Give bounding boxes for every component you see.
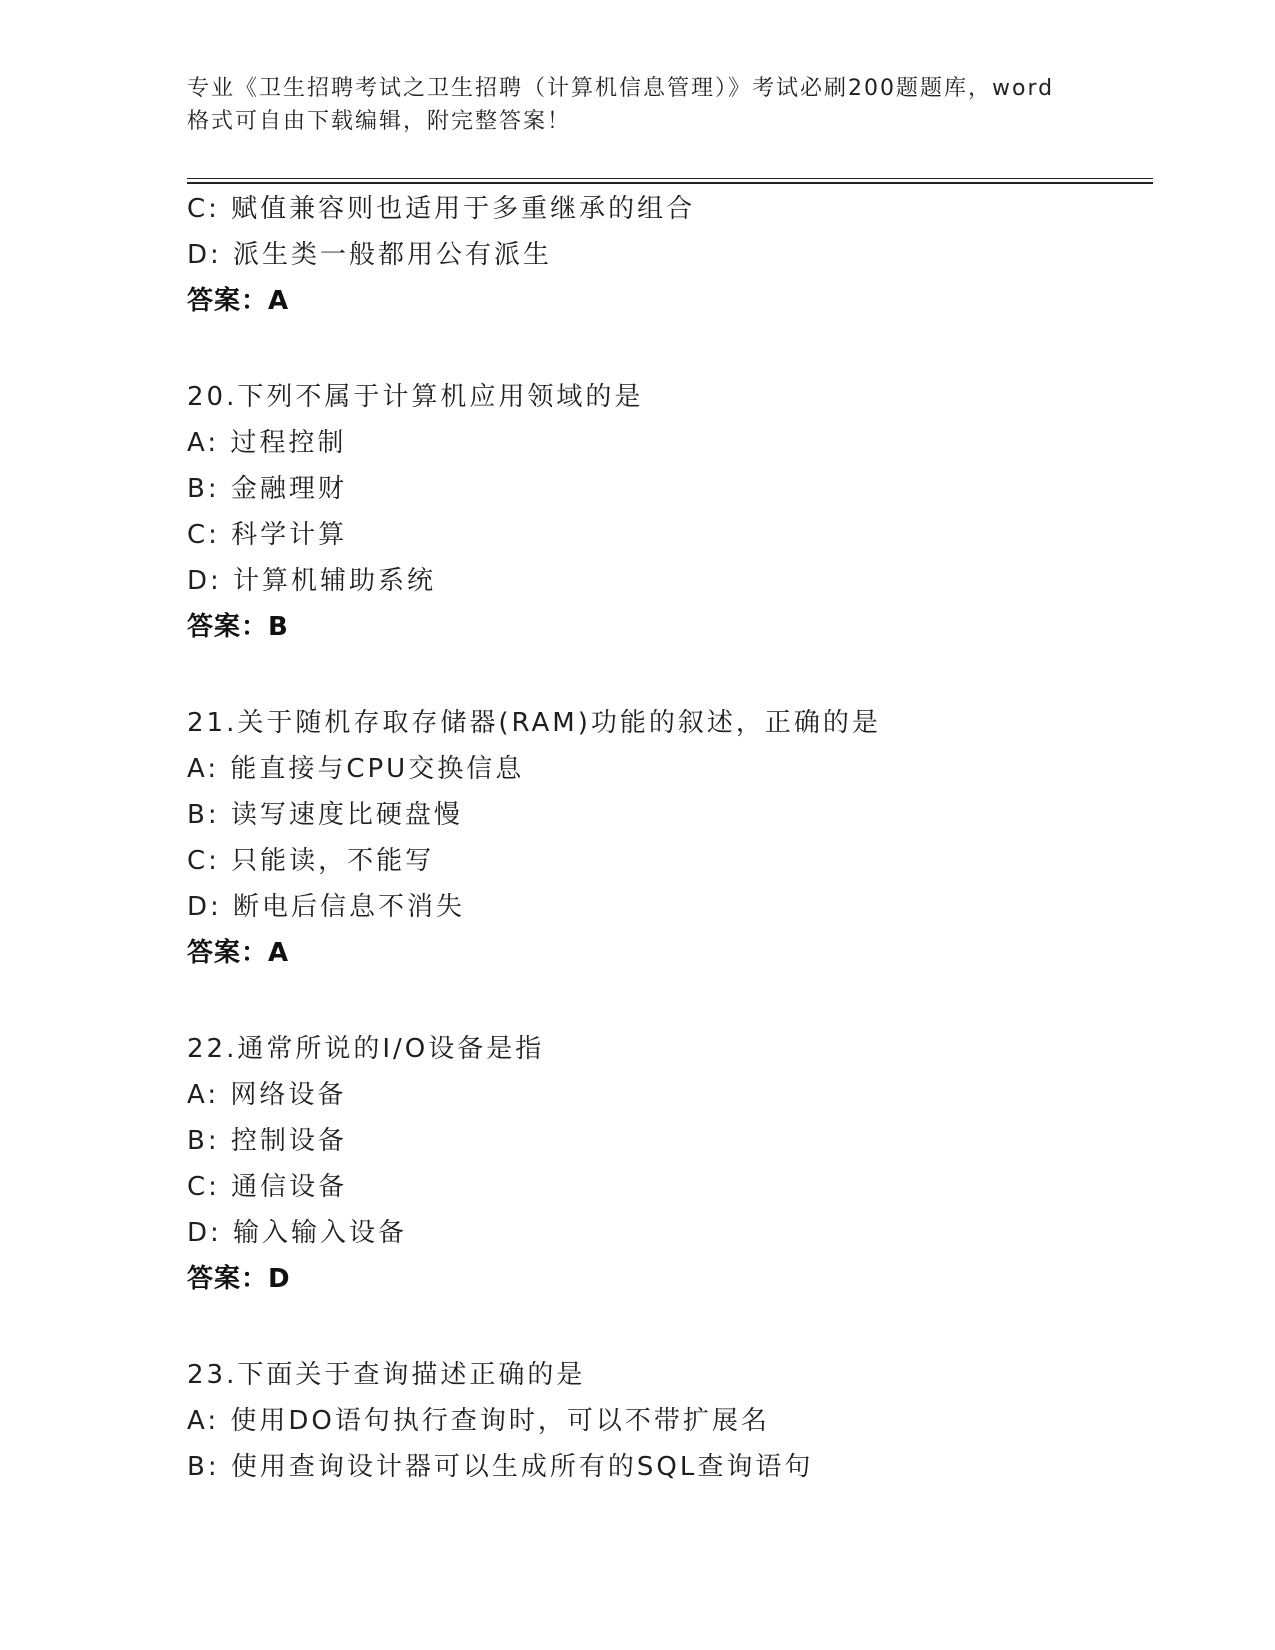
option-d: D: 输入输入设备 — [187, 1218, 408, 1248]
option-d: D: 计算机辅助系统 — [187, 566, 437, 596]
question-22 — [187, 1026, 1147, 1302]
question-list — [187, 186, 1147, 1490]
option-a: A: 网络设备 — [187, 1080, 347, 1110]
option-c: C: 通信设备 — [187, 1172, 348, 1202]
header-title-line-2: 格式可自由下载编辑，附完整答案！ — [187, 109, 572, 134]
option-a: A: 使用DO语句执行查询时，可以不带扩展名 — [187, 1406, 770, 1436]
question-stem: 23.下面关于查询描述正确的是 — [187, 1360, 586, 1390]
document-header — [187, 72, 1087, 138]
option-a: A: 能直接与CPU交换信息 — [187, 754, 525, 784]
question-20 — [187, 374, 1147, 650]
option-c: C: 只能读，不能写 — [187, 846, 435, 876]
option-b: B: 控制设备 — [187, 1126, 347, 1156]
option-d: D: 派生类一般都用公有派生 — [187, 240, 553, 270]
option-c: C: 赋值兼容则也适用于多重继承的组合 — [187, 194, 696, 224]
answer-line: 答案：A — [187, 938, 290, 968]
answer-line: 答案：B — [187, 612, 289, 642]
option-b: B: 金融理财 — [187, 474, 347, 504]
question-21 — [187, 700, 1147, 976]
question-19-continued — [187, 186, 1147, 324]
header-divider-thick — [187, 182, 1153, 184]
header-divider-thin — [187, 178, 1153, 179]
option-b: B: 读写速度比硬盘慢 — [187, 800, 463, 830]
option-c: C: 科学计算 — [187, 520, 348, 550]
question-stem: 21.关于随机存取存储器(RAM)功能的叙述，正确的是 — [187, 708, 881, 738]
option-a: A: 过程控制 — [187, 428, 347, 458]
option-b: B: 使用查询设计器可以生成所有的SQL查询语句 — [187, 1452, 814, 1482]
answer-line: 答案：D — [187, 1264, 291, 1294]
option-d: D: 断电后信息不消失 — [187, 892, 466, 922]
question-stem: 22.通常所说的I/O设备是指 — [187, 1034, 545, 1064]
question-stem: 20.下列不属于计算机应用领域的是 — [187, 382, 644, 412]
header-title-line-1: 专业《卫生招聘考试之卫生招聘（计算机信息管理）》考试必刷200题题库，word — [187, 76, 1055, 101]
answer-line: 答案：A — [187, 286, 290, 316]
question-23 — [187, 1352, 1147, 1490]
